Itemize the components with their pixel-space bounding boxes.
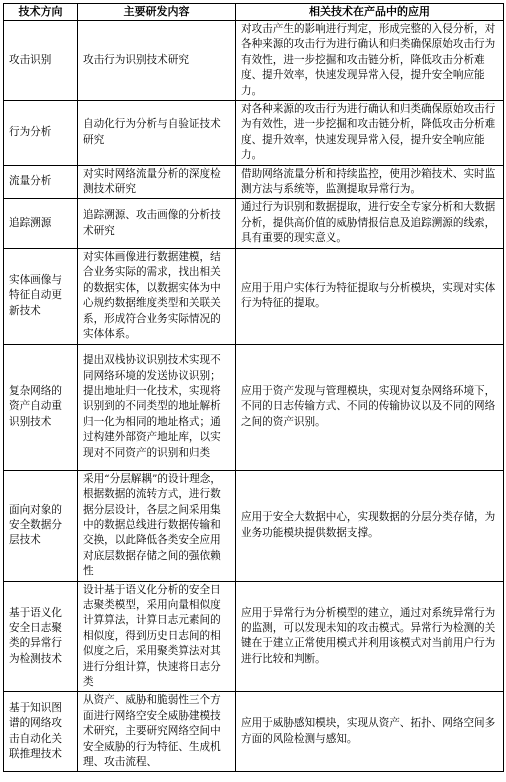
cell-direction: 基于语义化安全日志聚类的异常行为检测技术 [4,581,78,692]
table-row [4,21,504,101]
cell-application: 应用于威胁感知模块，实现从资产、拓扑、网络空间多方面的风险检测与感知。 [236,692,504,772]
cell-application: 应用于安全大数据中心，实现数据的分层分类存储，为业务功能模块提供数据支撑。 [236,470,504,581]
cell-content: 对实时网络流量分析的深度检测技术研究 [78,165,236,199]
cell-application: 应用于资产发现与管理模块，实现对复杂网络环境下，不同的日志传输方式、不同的传输协议以及不同的网络之间的资产识别。 [236,344,504,470]
cell-content: 追踪溯源、攻击画像的分析技术研究 [78,199,236,248]
cell-content: 从资产、威胁和脆弱性三个方面进行网络空安全威胁建模技术研究，主要研究网络空间中安全威胁的行为特征、生成机理、攻击流程、 [78,692,236,772]
header-direction: 技术方向 [4,4,78,21]
table-row [4,165,504,199]
header-application: 相关技术在产品中的应用 [236,4,504,21]
cell-direction: 追踪溯源 [4,199,78,248]
cell-content: 自动化行为分析与自验证技术研究 [78,101,236,166]
cell-direction: 实体画像与特征自动更新技术 [4,248,78,344]
table-row [4,692,504,772]
table-row [4,248,504,344]
table-header-row [4,4,504,21]
cell-application: 借助网络流量分析和持续监控，使用沙箱技术、实时监测方法与系统等，监测提取异常行为。 [236,165,504,199]
cell-content: 攻击行为识别技术研究 [78,21,236,101]
table-row [4,470,504,581]
cell-content: 对实体画像进行数据建模，结合业务实际的需求，找出相关的数据实体，以数据实体为中心规约数据维度类型和关联关系，形成符合业务实际情况的实体体系。 [78,248,236,344]
table-row [4,101,504,166]
tech-direction-table [3,3,504,772]
cell-application: 通过行为识别和数据提取，进行安全专家分析和大数据分析，提供高价值的威胁情报信息及追踪溯源的线索，具有重要的现实意义。 [236,199,504,248]
cell-content: 提出双栈协议识别技术实现不同网络环境的发送协议识别；提出地址归一化技术，实现将识别到的不同类型的地址解析归一化为相同的地址格式；通过构建外部资产地址库，以实现对不同资产的识别和归类 [78,344,236,470]
cell-application: 应用于异常行为分析模型的建立，通过对系统异常行为的监测，可以发现未知的攻击模式。异常行为检测的关键在于建立正常使用模式并利用该模式对当前用户行为进行比较和判断。 [236,581,504,692]
table-row [4,344,504,470]
cell-application: 对攻击产生的影响进行判定，形成完整的入侵分析，对各种来源的攻击行为进行确认和归类确保原始攻击行为有效性，进一步挖掘和攻击链分析，降低攻击分析难度、提升效率，快速发现异常入侵，提升安全响应能力。 [236,21,504,101]
cell-direction: 流量分析 [4,165,78,199]
cell-direction: 行为分析 [4,101,78,166]
cell-direction: 攻击识别 [4,21,78,101]
cell-content: 设计基于语义化分析的安全日志聚类模型，采用向量相似度计算算法，计算日志元素间的相似度，得到历史日志间的相似度之后，采用聚类算法对其进行分组计算，快速将日志分类 [78,581,236,692]
cell-content: 采用“分层解耦”的设计理念，根据数据的流转方式，进行数据分层设计，各层之间采用集中的数据总线进行数据传输和交换，以此降低各类安全应用对底层数据存储之间的强依赖性 [78,470,236,581]
cell-direction: 复杂网络的资产自动重识别技术 [4,344,78,470]
table-row [4,199,504,248]
header-content: 主要研发内容 [78,4,236,21]
cell-direction: 面向对象的安全数据分层技术 [4,470,78,581]
cell-application: 应用于用户实体行为特征提取与分析模块，实现对实体行为特征的提取。 [236,248,504,344]
table-row [4,581,504,692]
cell-application: 对各种来源的攻击行为进行确认和归类确保原始攻击行为有效性，进一步挖掘和攻击链分析，降低攻击分析难度、提升效率，快速发现异常入侵，提升安全响应能力。 [236,101,504,166]
cell-direction: 基于知识图谱的网络攻击自动化关联推理技术 [4,692,78,772]
